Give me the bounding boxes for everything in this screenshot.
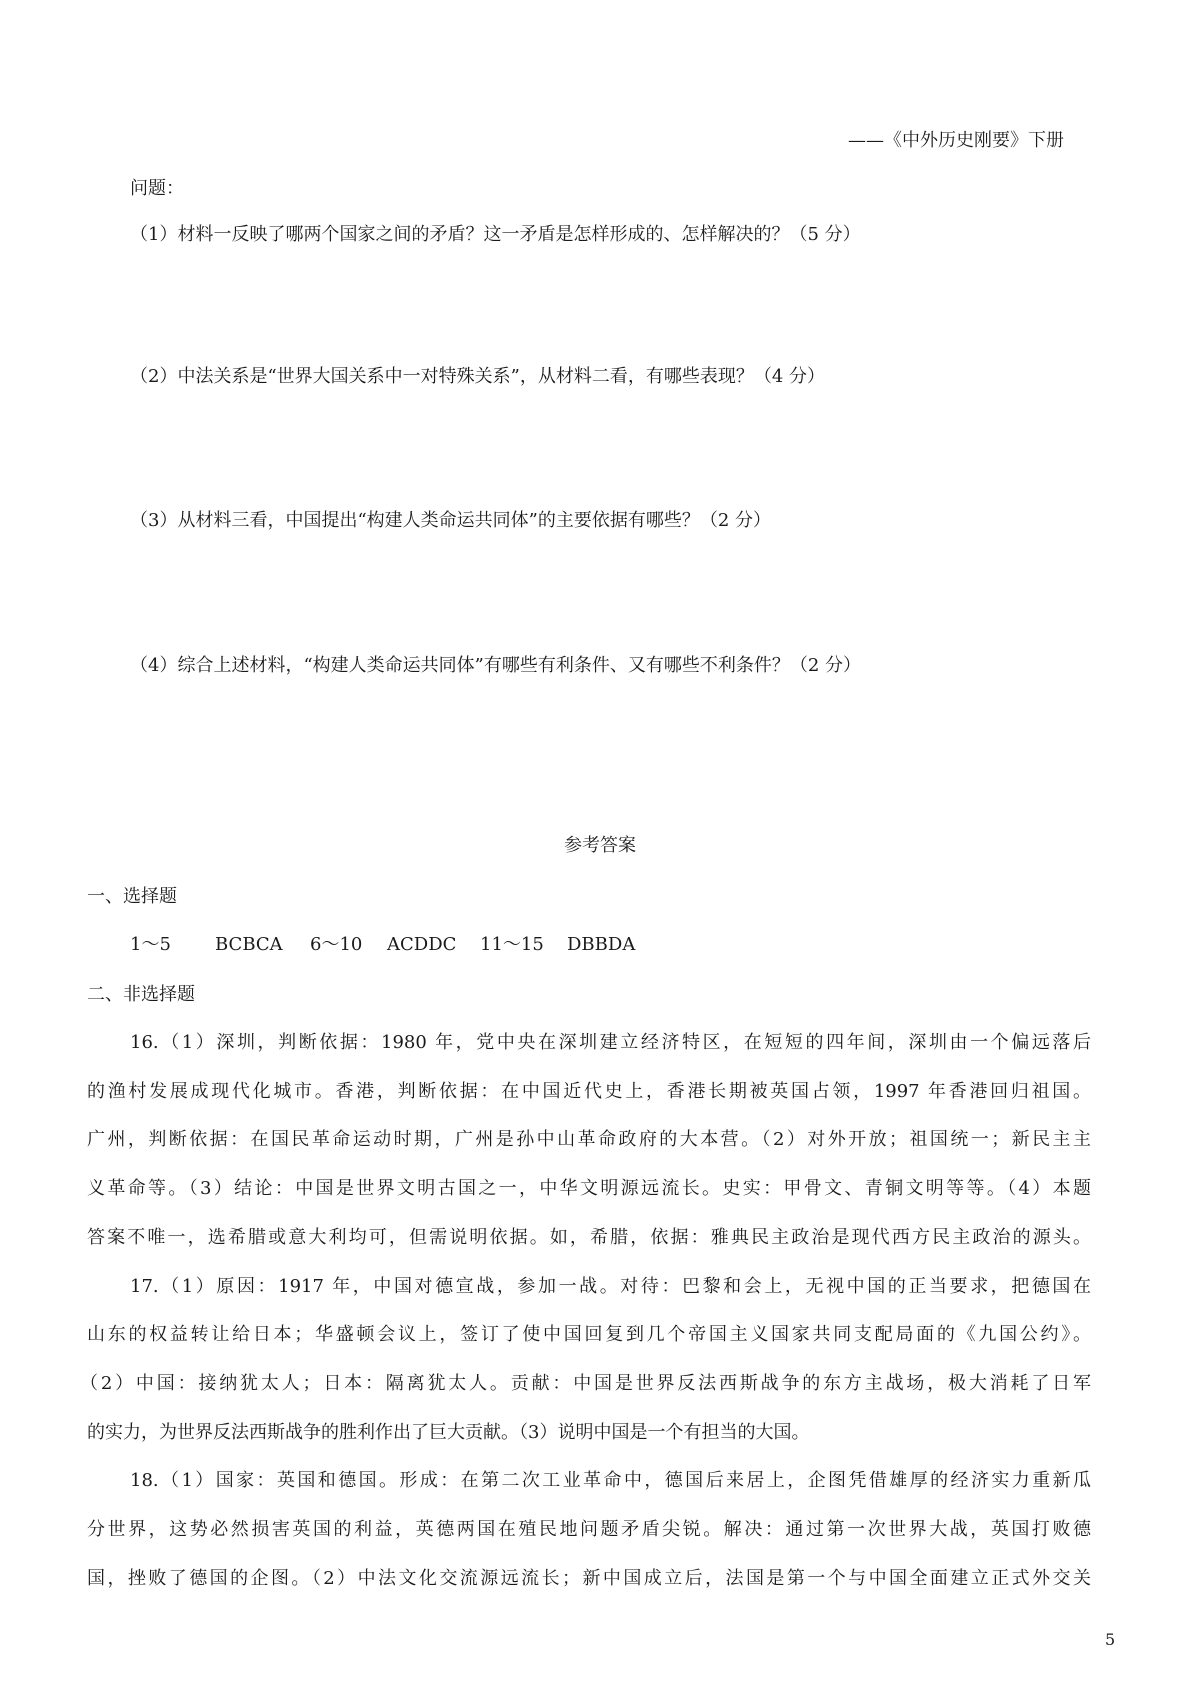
choice-range: 1～5 [130, 934, 171, 955]
source-citation: ——《中外历史刚要》下册 [848, 130, 1064, 151]
section-1-title: 一、选择题 [87, 886, 177, 907]
answers-title: 参考答案 [564, 835, 636, 856]
answer-line: 16.（1）深圳，判断依据：1980 年，党中央在深圳建立经济特区，在短短的四年间，深圳由一个偏远落后 [130, 1032, 1091, 1053]
answer-line: 18.（1）国家：英国和德国。形成：在第二次工业革命中，德国后来居上，企图凭借雄厚的经济实力重新瓜 [130, 1470, 1091, 1491]
answer-line: 的实力，为世界反法西斯战争的胜利作出了巨大贡献。（3）说明中国是一个有担当的大国。 [87, 1422, 810, 1443]
answer-line: 山东的权益转让给日本；华盛顿会议上，签订了使中国回复到几个帝国主义国家共同支配局面的《九国公约》。 [87, 1324, 1091, 1345]
questions-heading: 问题： [130, 178, 184, 199]
answer-line: （2）中国：接纳犹太人；日本：隔离犹太人。贡献：中国是世界反法西斯战争的东方主战场，极大消耗了日军 [80, 1373, 1091, 1394]
answer-line: 广州，判断依据：在国民革命运动时期，广州是孙中山革命政府的大本营。（2）对外开放；祖国统一；新民主主 [87, 1129, 1091, 1150]
question-2: （2）中法关系是“世界大国关系中一对特殊关系”，从材料二看，有哪些表现？（4 分） [130, 366, 826, 387]
answer-line: 的渔村发展成现代化城市。香港，判断依据：在中国近代史上，香港长期被英国占领，1997 年香港回归祖国。 [87, 1081, 1091, 1102]
answer-line: 答案不唯一，选希腊或意大利均可，但需说明依据。如，希腊，依据：雅典民主政治是现代西方民主政治的源头。 [87, 1227, 1091, 1248]
question-1: （1）材料一反映了哪两个国家之间的矛盾？这一矛盾是怎样形成的、怎样解决的？（5 分） [130, 224, 861, 245]
answer-line: 分世界，这势必然损害英国的利益，英德两国在殖民地问题矛盾尖锐。解决：通过第一次世界大战，英国打败德 [87, 1519, 1091, 1540]
choice-range: 11～15 [480, 934, 544, 955]
answer-line: 国，挫败了德国的企图。（2）中法文化交流源远流长；新中国成立后，法国是第一个与中国全面建立正式外交关 [87, 1568, 1091, 1589]
section-2-title: 二、非选择题 [87, 984, 195, 1005]
choice-key: DBBDA [567, 934, 636, 955]
answer-line: 义革命等。（3）结论：中国是世界文明古国之一，中华文明源远流长。史实：甲骨文、青铜文明等等。（4）本题 [87, 1178, 1091, 1199]
page-number: 5 [1105, 1630, 1116, 1649]
choice-range: 6～10 [310, 934, 363, 955]
choice-key: BCBCA [215, 934, 283, 955]
question-4: （4）综合上述材料，“构建人类命运共同体”有哪些有利条件、又有哪些不利条件？（2 分） [130, 655, 862, 676]
answer-line: 17.（1）原因：1917 年，中国对德宣战，参加一战。对待：巴黎和会上，无视中国的正当要求，把德国在 [130, 1276, 1091, 1297]
question-3: （3）从材料三看，中国提出“构建人类命运共同体”的主要依据有哪些？（2 分） [130, 510, 772, 531]
choice-key: ACDDC [387, 934, 457, 955]
